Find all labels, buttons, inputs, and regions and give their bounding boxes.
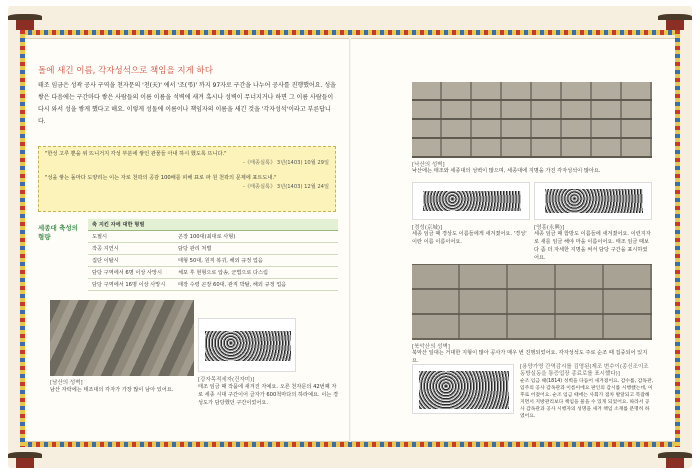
left-border	[20, 30, 25, 447]
stone-rubbing	[205, 331, 291, 361]
photo-caption: 순조 임금 때(1814) 성벽을 다듬어 새겨졌어요. 감수를, 감독관, 임주의 공사 감독관과 이름이에요 판인의 감시를 시행했는데, 이후로 어졌어요. 순조 임금 때에는 사회가 점차 발달되고 복잡해지면서 지방관리보다 책임을 물을 수 있게 되었어요. 따라서 공사 감독관과 공사 시행자의 성명을 새겨 책임 소재를 분명히 하였어요.	[520, 379, 654, 419]
photo-caption: 세종 임금 때 경상도 이름들에게 새겨졌어요. '경성' 이란 이름 이름이어요.	[412, 231, 527, 245]
photo-caption-title: [남산의 성벽]	[50, 380, 83, 386]
namsan-wall-photo	[50, 300, 194, 376]
top-border	[20, 30, 680, 35]
table-row: 집단 이탈시 태형 50대, 원직 복귀, 해외 규정 업음	[88, 255, 338, 267]
pavilion-icon	[8, 446, 42, 470]
quote-source: -《태종실록》 3년(1403) 10월 29일	[242, 160, 329, 166]
intro-paragraph: 태조 임금은 성곽 공사 구역을 천자문의 '천(天)' 에서 '조(弔)' 까지 97자로 구간을 나누어 공사를 진행했어요. 성을 쌓은 다음에는 구간마다 쌓은 사람들의 이름 이름을 석벽에 새겨 혹시나 성벽이 무너지거나 하면 그 이름 사람들이 다시 와서 성을 쌓게 했다고 해요. 이렇게 성돌에 이름이나 책임자의 이름을 새긴 것을 '각자성석'이라고 부른답니다.	[38, 82, 336, 125]
photo-caption-title: [강자목적세자(건자미)]	[198, 377, 255, 383]
quote-source: -《태종실록》 3년(1403) 12월 24일	[242, 184, 329, 190]
photo-caption: 세종 임금 때 함방도 이름들에 새겨졌어요. 이런지자로 새를 임금 해야 마을 이름이어요. 태조 임금 때보다 좀 더 자세한 지명을 써서 담당 구간을 표시하였어요.	[534, 231, 651, 261]
pavilion-icon	[658, 8, 692, 32]
table-row: 작공 지연시 담당 관리 처벌	[88, 243, 338, 255]
right-border	[675, 30, 680, 447]
punishment-table	[88, 219, 338, 291]
rubbing-photo	[198, 318, 296, 372]
quote-text: "한성 고루 뿐을 위 뜨니거지 각성 부분에 쌓인 관물들 아내 하시 했도록 뜨니다."	[45, 151, 227, 157]
table-row: 담당 구역에서 16명 이상 사망시 태장 수령 곤장 60대, 관직 박탈, 해외 규정 업음	[88, 279, 338, 291]
photo-caption: 태조 임금 때 작품에 새겨진 자예요. 오른 천자문의 42번째 자로 세종 시대 구간이어 글자가 600척마다의 하라예요. 이는 경성도가 담당했던 구간이었어요.	[198, 384, 338, 406]
pavilion-icon	[658, 446, 692, 470]
section-title: 돌에 새긴 이름, 각자성석으로 책임을 지게 하다	[38, 66, 213, 76]
bottom-border	[20, 442, 680, 447]
rubbing-photo	[534, 182, 652, 220]
photo-caption-title: [용양가영 간역감시를 김영된(제조 변수이(종신조이조 동방실동을 통증업장 종료로를 표시했다)]	[520, 364, 649, 377]
quote-box	[38, 146, 336, 212]
rubbing-photo	[412, 182, 530, 220]
rubbing-photo	[412, 364, 514, 414]
photo-caption: 낙산에는 태조와 세종대의 성벽이 많으며, 세종대에 지명을 가진 각자성석이 많아요.	[412, 168, 601, 174]
photo-caption: 남산 자락에는 태조대의 각자가 가장 많이 남아 있어요.	[50, 387, 174, 393]
photo-caption-title: [북악산의 성벽]	[412, 344, 450, 350]
stone-rubbing	[419, 371, 509, 409]
quote-text: "성을 쌓는 돌마다 도양리는 이는 자로 천곽의 공감 100배를 피해 표로 파 원 천곽의 문제에 표트도내."	[45, 175, 277, 181]
table-side-label: 세종대 축성의 형량	[38, 224, 78, 241]
page-gutter	[349, 38, 351, 442]
table-header: 축 지킨 자에 대한 형벌	[88, 219, 338, 231]
stone-rubbing	[545, 189, 643, 213]
photo-caption-title: [경성(京城)]	[412, 225, 443, 231]
pavilion-icon	[8, 8, 42, 32]
photo-caption: 북악산 일대는 거대한 지형이 많아 공사가 매우 번 진행되었어요. 각자성석도 주로 순조 때 집중되어 있지요.	[412, 350, 648, 364]
table-row: 도필시 곤장 100대(최대로 사형)	[88, 231, 338, 243]
stone-rubbing	[423, 191, 521, 211]
photo-caption-title: [낙산의 성벽]	[412, 162, 445, 168]
photo-caption-title: [영흥(永興)]	[534, 225, 565, 231]
table-row: 담당 구역에서 6명 이상 사망시 체포 후 현형으로 압송, 군법으로 다스림	[88, 267, 338, 279]
